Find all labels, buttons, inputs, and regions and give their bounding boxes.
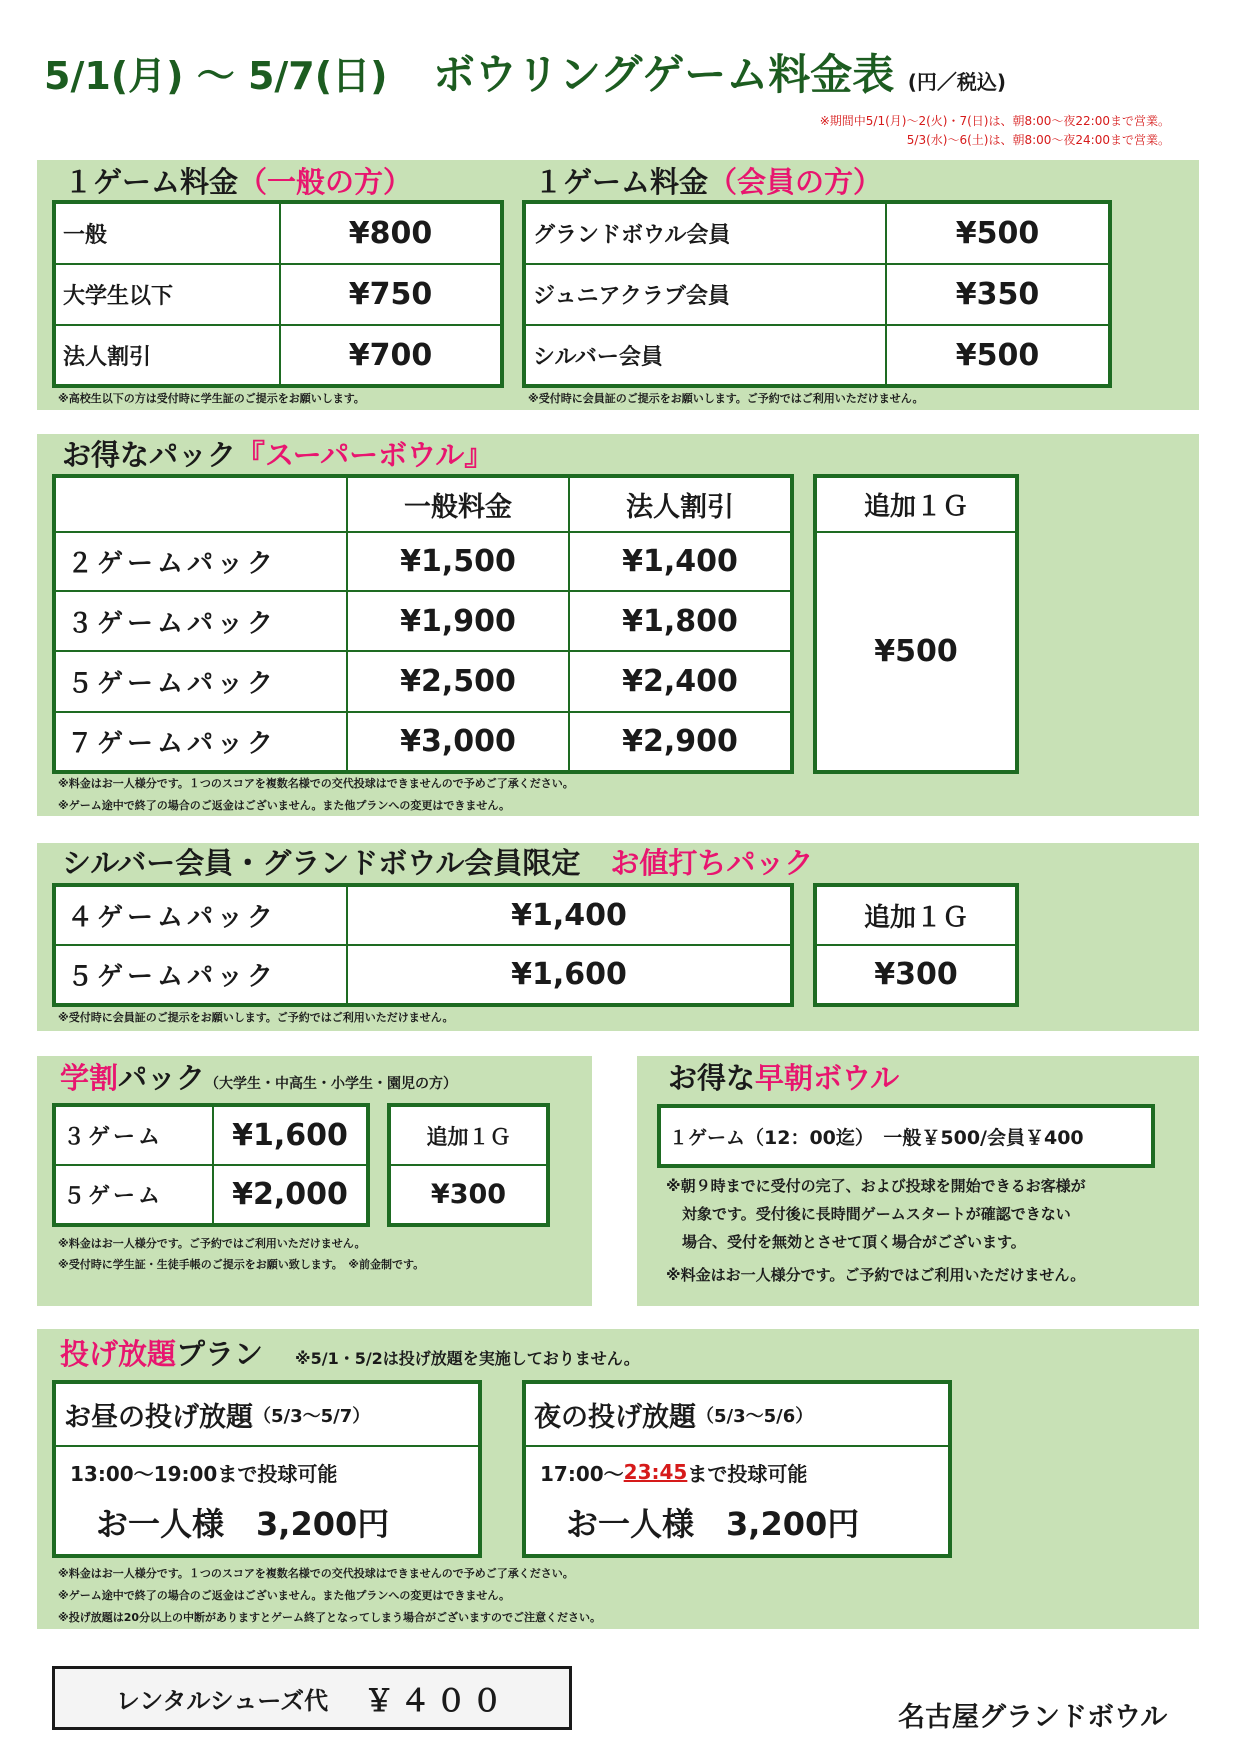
early-bowl-table [657, 1104, 1155, 1168]
member-pack-table [52, 883, 794, 1007]
super-bowl-title: お得なパック『スーパーボウル』 [62, 438, 494, 472]
super-bowl-extra-table [813, 474, 1019, 774]
early-bowl-note-1: ※朝９時までに受付の完了、および投球を開始できるお客様が [666, 1177, 1086, 1195]
table-row-corporate: ¥2,900 [622, 724, 738, 759]
table-row-corporate: ¥1,800 [622, 603, 738, 639]
day-unlimited-title: お昼の投げ放題 （5/3～5/7） [64, 1402, 371, 1433]
night-unlimited-title: 夜の投げ放題 （5/3～5/6） [534, 1402, 814, 1433]
table-row-label: ５ゲームパック [67, 962, 278, 992]
title-main: ボウリングゲーム料金表 [433, 50, 895, 99]
extra-game-label: 追加１Ｇ [863, 492, 968, 522]
table-row-label: ３ゲーム [63, 1125, 164, 1150]
day-unlimited-time: 13:00～19:00まで投球可能 [70, 1461, 338, 1486]
table-row-corporate: ¥2,400 [622, 664, 738, 699]
day-unlimited-price: お一人様 3,200円 [96, 1505, 390, 1543]
table-row-general: ¥3,000 [400, 724, 516, 759]
column-header-general: 一般料金 [404, 492, 512, 523]
venue-name: 名古屋グランドボウル [898, 1702, 1168, 1733]
early-bowl-note-3: 場合、受付を無効とさせて頂く場合がございます。 [682, 1233, 1026, 1251]
table-row-price: ¥500 [955, 337, 1040, 373]
extra-game-price: ¥500 [874, 634, 958, 669]
table-row-price: ¥500 [955, 216, 1040, 251]
student-pack-note-1: ※料金はお一人様分です。ご予約ではご利用いただけません。 [58, 1237, 366, 1250]
extra-game-label: 追加１Ｇ [863, 903, 968, 933]
table-row-label: ３ゲームパック [67, 608, 278, 639]
night-unlimited-time: 17:00～ 23:45 まで投球可能 [540, 1460, 808, 1486]
hours-note-2: 5/3(水)～6(土)は、朝8:00～夜24:00まで営業。 [906, 133, 1170, 147]
super-bowl-table [52, 474, 794, 774]
night-unlimited-table [522, 1380, 952, 1558]
page-title [44, 50, 1007, 99]
table-row-label: 大学生以下 [63, 284, 174, 309]
table-row-price: ¥750 [348, 277, 433, 312]
single-general-note: ※高校生以下の方は受付時に学生証のご提示をお願いします。 [58, 392, 365, 405]
title-tax: (円／税込) [907, 70, 1007, 94]
early-bowl-title: お得な早朝ボウル [668, 1061, 900, 1095]
title-period: 5/1(月) ～ 5/7(日) [44, 54, 388, 98]
table-row-price: ¥2,000 [232, 1177, 348, 1212]
table-row-label: シルバー会員 [533, 344, 663, 370]
table-row-label: 一般 [63, 223, 108, 248]
extra-game-price: ¥300 [430, 1179, 507, 1210]
single-member-title: １ゲーム料金（会員の方） [534, 165, 883, 199]
early-bowl-row: １ゲーム（12：00迄） 一般￥500/会員￥400 [669, 1126, 1084, 1149]
single-general-title: １ゲーム料金（一般の方） [64, 165, 413, 199]
table-row-label: ５ゲーム [63, 1184, 164, 1209]
table-row-price: ¥700 [348, 337, 433, 373]
unlimited-note-1: ※料金はお一人様分です。１つのスコアを複数名様での交代投球はできませんので予めご了承ください。 [58, 1567, 574, 1580]
table-row-price: ¥1,600 [511, 957, 627, 992]
table-row-label: ５ゲームパック [67, 669, 278, 699]
day-unlimited-table [52, 1380, 482, 1558]
rental-shoes-price: ￥４００ [364, 1684, 509, 1719]
table-row-label: グランドボウル会員 [533, 223, 731, 248]
rental-shoes-box [52, 1666, 572, 1730]
student-pack-note-2: ※受付時に学生証・生徒手帳のご提示をお願い致します。 ※前金制です。 [58, 1258, 425, 1271]
member-pack-title: シルバー会員・グランドボウル会員限定 お値打ちパック [62, 846, 814, 880]
single-member-table [522, 200, 1112, 388]
extra-game-label: 追加１Ｇ [426, 1124, 511, 1149]
table-row-label: 法人割引 [63, 344, 152, 370]
table-row-general: ¥2,500 [400, 664, 516, 699]
table-row-label: ２ゲームパック [67, 549, 278, 579]
column-header-corporate: 法人割引 [626, 492, 734, 523]
table-row-label: ジュニアクラブ会員 [533, 284, 730, 309]
table-row-price: ¥800 [348, 216, 433, 251]
member-pack-note: ※受付時に会員証のご提示をお願いします。ご予約ではご利用いただけません。 [58, 1011, 454, 1024]
table-row-general: ¥1,900 [400, 603, 516, 639]
table-row-price: ¥350 [955, 277, 1040, 312]
super-bowl-note-1: ※料金はお一人様分です。１つのスコアを複数名様での交代投球はできませんので予めご了承ください。 [58, 777, 574, 790]
student-pack-table [52, 1103, 370, 1227]
student-pack-extra-table [387, 1103, 550, 1227]
student-pack-title: 学割パック（大学生・中高生・小学生・園児の方） [60, 1061, 458, 1095]
table-row-label: ４ゲームパック [67, 903, 278, 933]
super-bowl-note-2: ※ゲーム途中で終了の場合のご返金はございません。また他プランへの変更はできません。 [58, 799, 511, 812]
table-row-price: ¥1,400 [511, 898, 627, 933]
night-unlimited-price: お一人様 3,200円 [566, 1505, 860, 1543]
early-bowl-note-4: ※料金はお一人様分です。ご予約ではご利用いただけません。 [666, 1266, 1086, 1284]
unlimited-note-2: ※ゲーム途中で終了の場合のご返金はございません。また他プランへの変更はできません。 [58, 1589, 511, 1602]
single-member-note: ※受付時に会員証のご提示をお願いします。ご予約ではご利用いただけません。 [528, 392, 924, 405]
table-row-label: ７ゲームパック [67, 729, 278, 759]
hours-note-1: ※期間中5/1(月)～2(火)・7(日)は、朝8:00～夜22:00まで営業。 [819, 114, 1170, 128]
member-pack-extra-table [813, 883, 1019, 1007]
extra-game-price: ¥300 [874, 957, 958, 992]
table-row-general: ¥1,500 [400, 544, 516, 579]
table-row-corporate: ¥1,400 [622, 544, 738, 579]
unlimited-note-3: ※投げ放題は20分以上の中断がありますとゲーム終了となってしまう場合がございますのでご注意ください。 [58, 1611, 601, 1624]
single-general-table [52, 200, 504, 388]
early-bowl-note-2: 対象です。受付後に長時間ゲームスタートが確認できない [682, 1205, 1071, 1223]
unlimited-title: 投げ放題プラン ※5/1・5/2は投げ放題を実施しておりません。 [60, 1337, 640, 1371]
table-row-price: ¥1,600 [232, 1118, 348, 1153]
rental-shoes-label: レンタルシューズ代 [115, 1686, 329, 1715]
